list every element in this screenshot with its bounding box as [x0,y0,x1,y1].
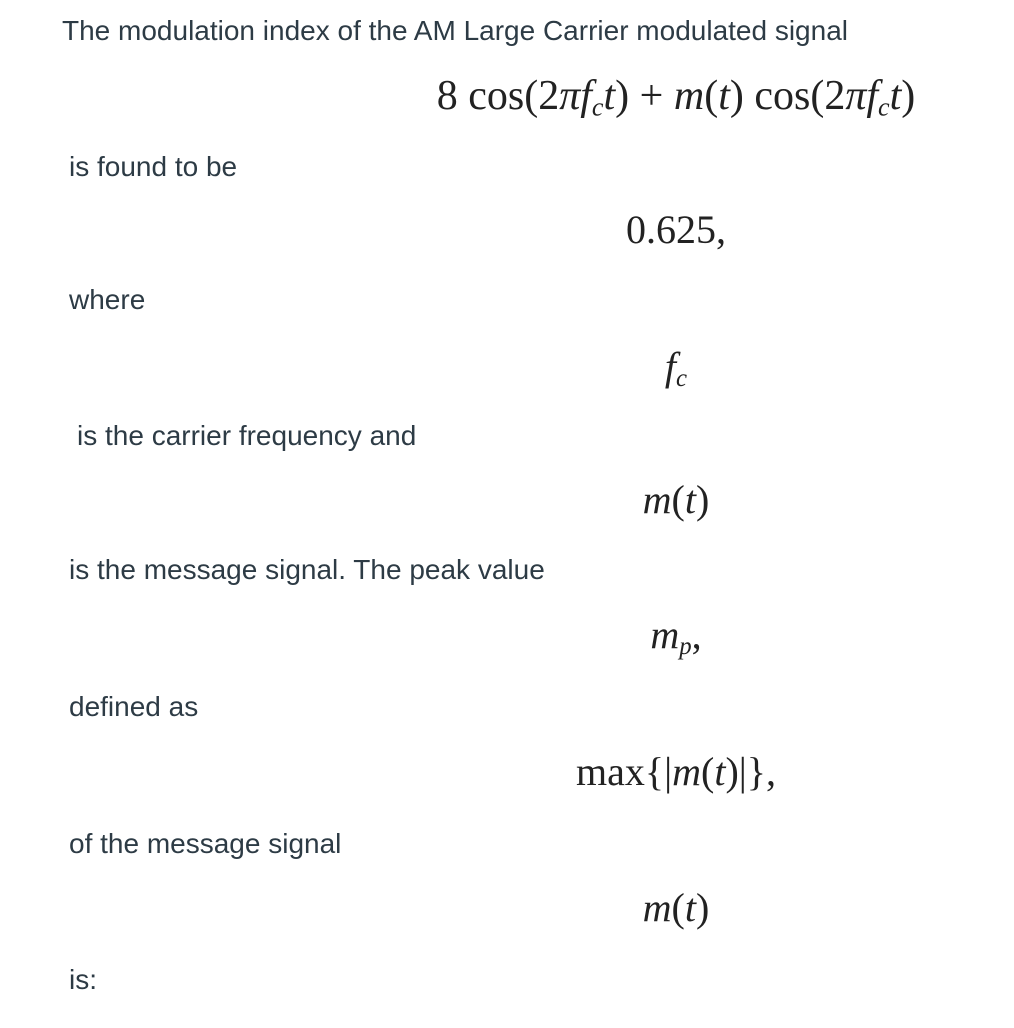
text-of-message-signal: of the message signal [69,828,342,859]
max-expression: max{|m(t)|}, [576,749,776,794]
text-defined-as: defined as [69,691,199,722]
carrier-frequency-symbol: $f_c$ [664,344,688,393]
question-intro-text: The modulation index of the AM Large Carrier modulated signal [62,15,848,46]
message-signal-symbol-2: m(t) [642,885,710,930]
peak-value-symbol: $m_p$, [650,612,702,661]
text-where: where [69,284,146,315]
modulation-index-value: 0.625, [626,207,726,252]
text-carrier-frequency: is the carrier frequency and [77,420,417,451]
message-signal-symbol: m(t) [642,477,710,522]
text-is: is: [69,964,97,995]
text-message-signal-peak: is the message signal. The peak value [69,554,545,585]
modulated-signal-equation: 8 $\cos(2\pi f_ct) + m(t)$ $\cos(2\pi f_ct)$ [436,73,916,122]
text-is-found-to-be: is found to be [69,151,238,182]
